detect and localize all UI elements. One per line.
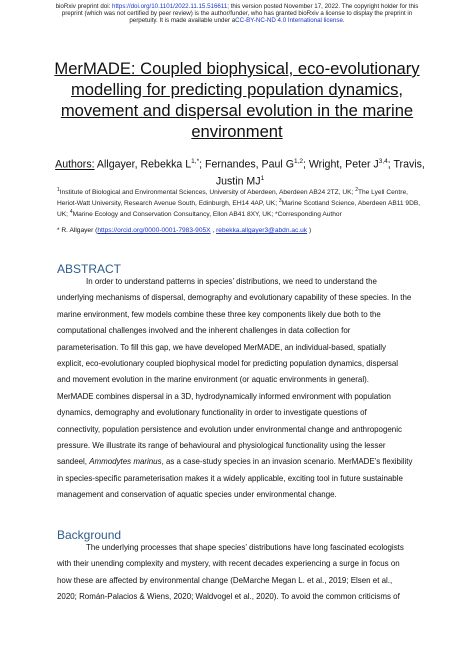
abstract-heading: ABSTRACT xyxy=(57,262,122,276)
background-line: with their unending complexity and mystery, with recent decades experiencing a surge in focus on xyxy=(57,559,400,569)
orcid-link[interactable]: https://orcid.org/0000-0001-7983-905X xyxy=(97,227,211,234)
preprint-line-3: perpetuity. It is made available under aCC-BY-NC-ND 4.0 International license. xyxy=(129,17,345,25)
background-line: 2020; Román-Palacios & Wiens, 2020; Waldvogel et al., 2020). To avoid the common criticisms of xyxy=(57,592,400,602)
license-link[interactable]: CC-BY-NC-ND 4.0 International license xyxy=(235,17,343,25)
background-body xyxy=(57,540,421,606)
title-line: movement and dispersal evolution in the marine xyxy=(60,101,414,120)
preprint-header xyxy=(0,3,474,25)
title-line: modelling for predicting population dynamics, xyxy=(70,80,404,99)
abstract-line: computational challenges involved and the inherent challenges in data collection for xyxy=(57,326,351,336)
author-line-2: Justin $MJ^1$ xyxy=(215,175,265,188)
abstract-line: and movement evolution in the marine environment (or aquatic environments in general). xyxy=(57,375,369,385)
abstract-line: connectivity, population persistence and evolution under environmental change and anthropogenic xyxy=(57,424,402,434)
author-line-1: Authors: Allgayer, Rebekka $L^{1,*}$; Fernandes, Paul G$^{1,2}$; Wright, Peter J$^{3,4}$; Travis, xyxy=(55,158,425,171)
abstract-line: explicit, eco-evolutionary coupled biophysical model for predicting population dynamics, dispersal xyxy=(57,358,399,368)
background-heading: Background xyxy=(57,528,122,542)
authors-label: Authors: xyxy=(55,158,95,171)
preprint-line-1: bioRxiv preprint doi: https://doi.org/10.1101/2022.11.15.516611; this version posted November 17, 2022. The copyright holder for this xyxy=(55,3,419,10)
background-line: how these are affected by environmental change (DeMarche Megan L. et al., 2019; Elsen et al., xyxy=(57,575,393,585)
author-list xyxy=(50,155,430,189)
abstract-line: parameterisation. To fill this gap, we have developed MerMADE, an individual-based, spatially xyxy=(57,342,386,352)
preprint-line-2: preprint (which was not certified by peer review) is the author/funder, who has granted bioRxiv a license to display the preprint in xyxy=(61,10,413,18)
correspondence: * R. Allgayer (https://orcid.org/0000-0001-7983-905X , rebekka.allgayer3@abdn.ac.uk ) xyxy=(57,227,312,234)
email-link[interactable]: rebekka.allgayer3@abdn.ac.uk xyxy=(216,227,308,234)
abstract-line: in species-specific parameterisation makes it a widely applicable, exciting tool in future sustainable xyxy=(57,473,403,483)
abstract-line: dynamics, demography and evolutionary functionality in order to investigate questions of xyxy=(57,408,367,418)
paper-title xyxy=(40,58,434,142)
doi-link[interactable]: https://doi.org/10.1101/2022.11.15.516611 xyxy=(112,3,228,10)
abstract-line: underlying mechanisms of dispersal, demography and evolutionary capability of these species. In the xyxy=(57,293,412,303)
abstract-body xyxy=(57,274,421,503)
abstract-line: pressure. We illustrate its range of behavioural and physiological functionality using the lesser xyxy=(57,440,386,450)
abstract-line: management and conservation of aquatic species under environmental change. xyxy=(57,490,337,500)
abstract-line: sandeel, Ammodytes marinus, as a case-study species in an invasion scenario. MerMADE’s flexibility xyxy=(57,457,413,467)
species-name: Ammodytes marinus xyxy=(89,457,162,467)
background-line: The underlying processes that shape species’ distributions have long fascinated ecologists xyxy=(86,543,404,552)
abstract-line: In order to understand patterns in species’ distributions, we need to understand the xyxy=(86,277,377,286)
abstract-line: MerMADE combines dispersal in a 3D, hydrodynamically informed environment with population xyxy=(57,391,391,401)
title-line: MerMADE: Coupled biophysical, eco-evolutionary xyxy=(54,59,420,78)
abstract-line: marine environment, few models combine these three key components likely due both to the xyxy=(57,309,381,319)
affiliations: $^1$Institute of Biological and Environmental Sciences, University of Aberdeen, Aberdeen AB24 2TZ, UK; $^2$The Lyell Centre, Heriot-Watt University, Research Avenue South, Edinburgh, EH14 4AP, UK; $^3$Marine Scotland Science, Aberdeen AB11 9DB, UK; $^4$Marine Ecology and Conservation Consultancy, Ellon AB41 8XY, UK; *Corresponding Author xyxy=(57,187,421,219)
title-line: environment xyxy=(191,122,283,141)
